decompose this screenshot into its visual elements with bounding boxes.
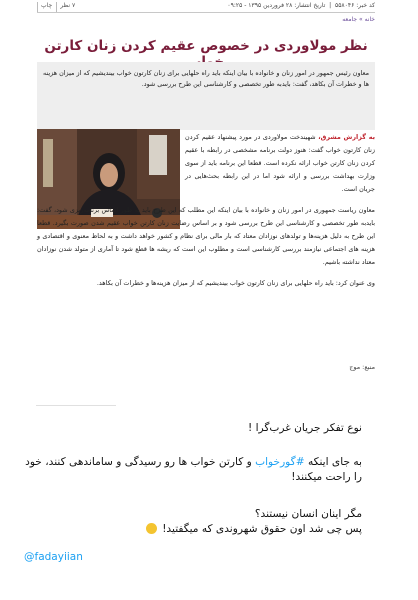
divider [36, 405, 116, 406]
unamused-face-icon [146, 523, 157, 534]
tweet-line-2-pre: به جای اینکه [304, 456, 362, 468]
tweet-line-1: نوع تفکر جریان غرب‌گرا ! [247, 422, 362, 434]
topbar-actions [37, 2, 75, 12]
print-link[interactable]: چاپ [37, 2, 52, 12]
tweet-line-2-post: و کارتن خواب ها رو رسیدگی و ساماندهی کنند، خود را راحت میکنند! [25, 456, 362, 483]
tweet-line-4 [22, 522, 362, 537]
body-paragraph-1 [185, 131, 375, 196]
author-handle[interactable]: @fadayiian [24, 551, 83, 563]
article-lead: معاون رئیس جمهور در امور زنان و خانواده با بیان اینکه باید راه حلهایی برای زنان کارتون خواب بیندیشیم که از میزان هزینه ها و خطرات آن بکاهد، گفت: بایدبه طور تخصصی و کارشناسی این طرح بررسی شود. [37, 62, 375, 130]
body-paragraph-2: معاون ریاست جمهوری در امور زنان و خانواده با بیان اینکه این مطلب که این طرح باید به طور اساس برنامه‌ریزی شود، گفت: بایدبه طور تخصصی و کارشناسی این طرح بررسی شود و بر اساس رضایت زنان کارتن خواب عقیم شدن صورت بگیرد. قطعا این طرح به دلیل هزینه‌ها و تولدهای نوزادان معتاد که بار مالی برای نظام و کشور خواهد داشت و به لحاظ معنوی و اقتصادی و هزینه های اجتماعی نیازمند بررسی کارشناسی است و مطلوب این است که ریشه ها قطع شود تا آماری از متولد شدن نوزادان معتاد نداشته باشیم. [37, 206, 375, 266]
tweet-line-3: مگر اینان انسان نیستند؟ [254, 508, 362, 520]
tweet-question [22, 507, 362, 537]
comments-link[interactable]: ۷ نظر [56, 2, 75, 12]
body-paragraph-1-text: شهیندخت مولاوردی در مورد پیشنهاد عقیم کردن زنان کارتون خواب گفت: هنوز دولت برنامه مشخصی در رابطه با عقیم کردن زنان کارتن خواب ارائه نکرده است. قطعا این برنامه باید از سوی وزارت بهداشت بررسی و ارائه شود اما در این رابطه بحث‌هایی در جریان است. [185, 133, 375, 193]
breadcrumb[interactable]: خانه » جامعه [342, 16, 375, 23]
publish-date: تاریخ انتشار: ۲۸ فروردین ۱۳۹۵ - ۰۹:۲۵ [227, 2, 326, 9]
hashtag-link[interactable]: #گورخواب [255, 456, 305, 468]
topbar-meta: کد خبر: ۵۵۸۰۴۶ | تاریخ انتشار: ۲۸ فروردین ۱۳۹۵ - ۰۹:۲۵ [227, 2, 375, 9]
article-page [37, 0, 375, 407]
article-source: منبع: موج [349, 363, 375, 371]
news-code: کد خبر: ۵۵۸۰۴۶ [334, 2, 375, 9]
article-headline: نظر مولاوردی در خصوص عقیم کردن زنان کارتن [44, 38, 368, 54]
tweet-line-4-text: پس چی شد اون حقوق شهروندی که میگفتید! [162, 523, 362, 535]
source-label: به گزارش مشرق، [318, 133, 375, 141]
tweet-line-2 [22, 455, 362, 485]
body-paragraph-3: وی عنوان کرد: باید راه حلهایی برای زنان کارتون خواب بیندیشیم که از میزان هزینه‌ها و خطرات آن بکاهد. [96, 279, 375, 287]
article-body [37, 131, 375, 290]
article-topbar [37, 2, 375, 13]
